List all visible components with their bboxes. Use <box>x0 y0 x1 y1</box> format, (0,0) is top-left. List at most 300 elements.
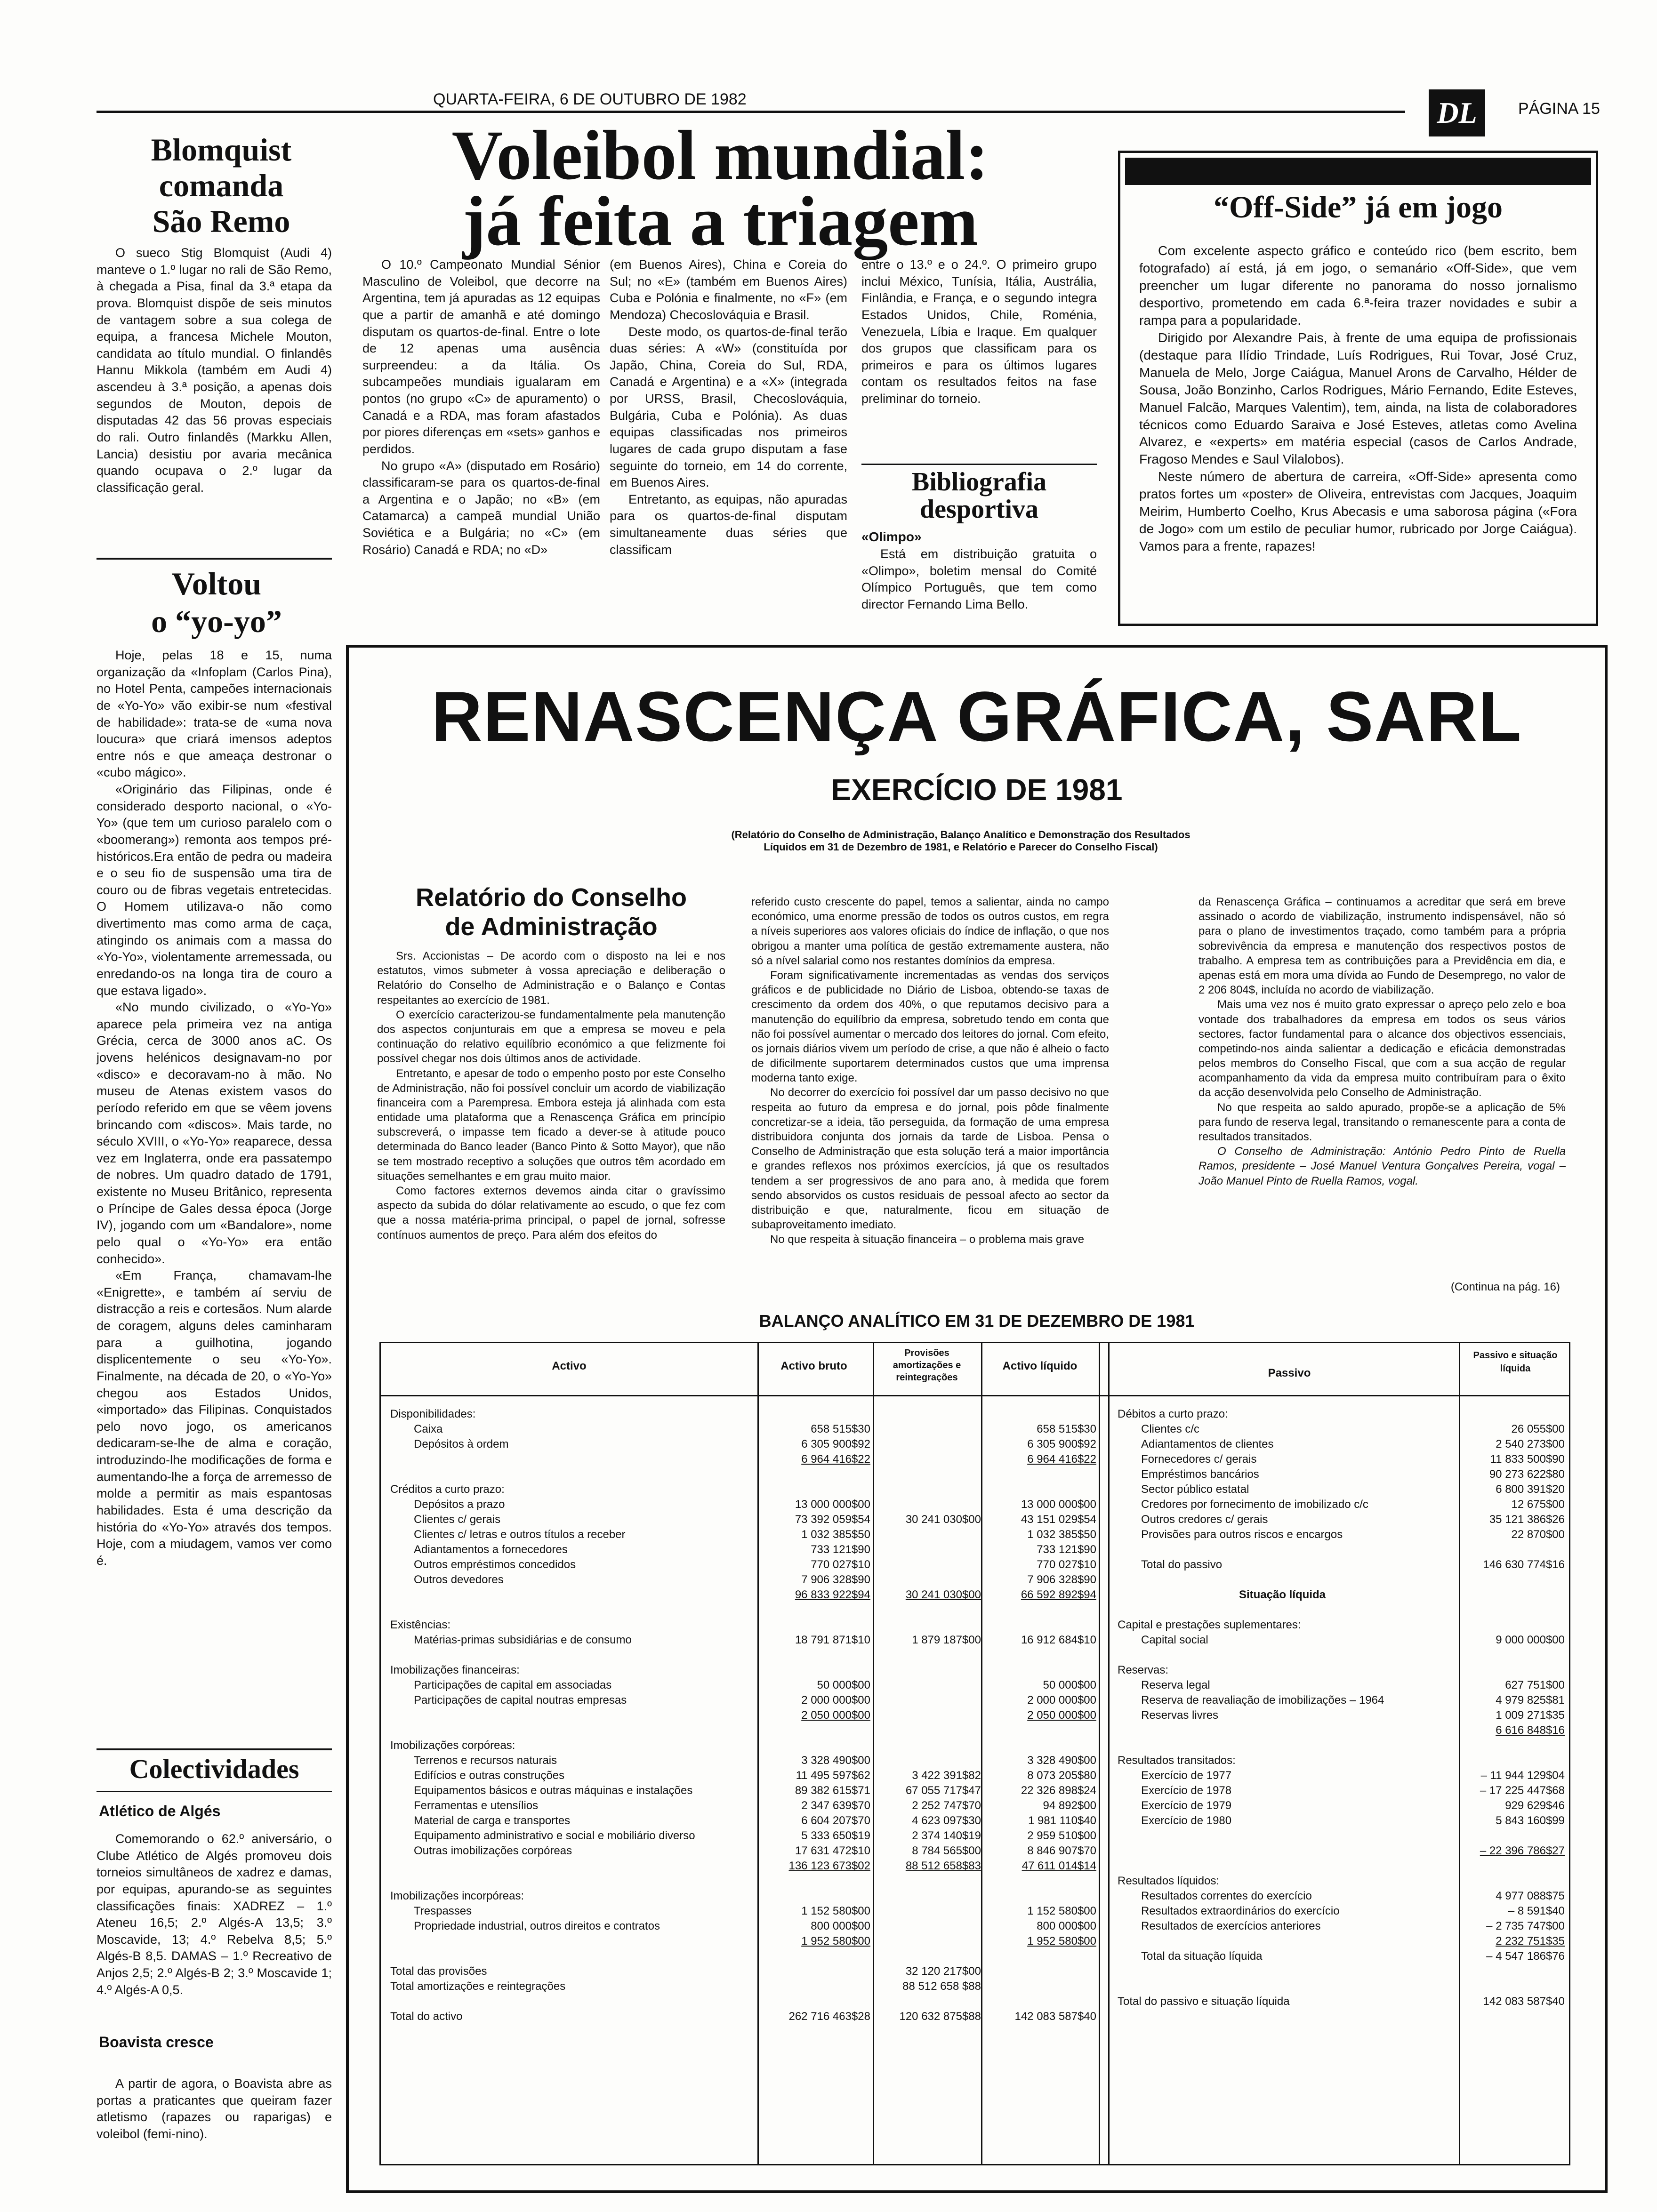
balance-row <box>1118 1542 1565 1557</box>
row-label: Total amortizações e reintegrações <box>390 1980 566 1993</box>
bruto-value: 6 305 900$92 <box>801 1438 870 1451</box>
balance-row <box>390 1889 1096 1904</box>
provisoes-value <box>870 1934 981 1949</box>
row-label <box>1118 1979 1447 1994</box>
header-rule <box>97 111 1405 113</box>
row-label <box>1118 1859 1447 1874</box>
balance-row <box>390 1497 1096 1512</box>
bruto-value <box>762 1949 870 1964</box>
balance-row <box>390 1859 1096 1874</box>
passivo-value <box>1447 1738 1565 1753</box>
balance-row <box>1118 1572 1565 1587</box>
passivo-value <box>1447 1572 1565 1587</box>
row-label: Clientes c/ gerais <box>414 1513 501 1526</box>
provisoes-value <box>870 1949 981 1964</box>
row-label: Material de carga e transportes <box>414 1814 571 1827</box>
subheading: «Olimpo» <box>861 529 922 544</box>
provisoes-value: 120 632 875$88 <box>899 2010 981 2023</box>
provisoes-value <box>870 1422 981 1437</box>
provisoes-value: 8 784 565$00 <box>912 1844 981 1857</box>
balance-row <box>390 1663 1096 1678</box>
bruto-value: 1 032 385$50 <box>801 1528 870 1541</box>
row-label <box>1118 1572 1447 1587</box>
row-label: Caixa <box>414 1423 443 1435</box>
passivo-value: 26 055$00 <box>1511 1423 1565 1435</box>
liquido-value <box>981 1618 1096 1633</box>
bruto-value <box>762 1964 870 1979</box>
bruto-value <box>762 1663 870 1678</box>
colectividades-title: Colectividades <box>129 1754 299 1784</box>
liquido-value <box>981 1949 1096 1964</box>
balance-row <box>390 1723 1096 1738</box>
bruto-value <box>762 1407 870 1422</box>
report-col-1: Srs. Accionistas – De acordo com o disposto na lei e nos estatutos, vimos submeter à vossa apreciação e deliberação o Relatório do Conselho de Administração e o Balanço e Contas respeitantes ao exercício de 1981. O exercício caracterizou-se fundamentalmente pela manutenção dos aspectos conjunturais em que a empresa se moveu e pela continuação do relativo equilíbrio económico a que felizmente foi possível chegar nos dois últimos anos de actividade. Entretanto, e apesar de todo o empenho posto por este Conselho de Administração, não foi possível concluir um acordo de viabilização financeira com a Parempresa. Embora esteja já alinhada com esta entidade uma plataforma que a Renascença Gráfica em princípio subscreverá, o impasse tem ficado a dever-se à atitude pouco determinada do Banco leader (Banco Pinto & Sotto Mayor), que não se tem mostrado receptivo a soluções que outros têm acordado em situações semelhantes e em grau muito maior. Como factores externos devemos ainda citar o gravíssimo aspecto da subida do dólar relativamente ao escudo, o que fez com que a nossa matéria-prima principal, o papel de jornal, sofresse contínuos aumentos de preço. Para além dos efeitos do <box>377 950 725 1242</box>
row-label <box>390 1949 762 1964</box>
balance-row <box>1118 1753 1565 1768</box>
balance-row <box>1118 1874 1565 1889</box>
balance-row <box>1118 1904 1565 1919</box>
row-label <box>390 1934 762 1949</box>
row-label: Capital e prestações suplementares: <box>1118 1619 1301 1631</box>
balance-row <box>390 1843 1096 1859</box>
balance-row <box>1118 1919 1565 1934</box>
liquido-value <box>981 1889 1096 1904</box>
row-label: Exercício de 1979 <box>1141 1799 1232 1812</box>
report-col-2: referido custo crescente do papel, temos a salientar, ainda no campo económico, uma enorme pressão de todos os outros custos, em regra a níveis superiores aos valores oficiais do índice de inflação, o que nos obrigou a manter uma política de gestão extremamente austera, não só a nível salarial como nos restantes domínios da empresa. Foram significativamente incrementadas as vendas dos serviços gráficos e de publicidade no Diário de Lisboa, obtendo-se taxas de crescimento da ordem dos 40%, o que reputamos decisivo para a manutenção do equilíbrio da empresa, sobretudo tendo em conta que não foi possível aumentar o mercado dos leitores do jornal. Com efeito, os jornais diários vivem um período de crise, a que não é alheio o facto de dificilmente suportarem determinados custos que uma imprensa moderna tanto exige. No decorrer do exercício foi possível dar um passo decisivo no que respeita ao futuro da empresa e do jornal, pois pôde finalmente concretizar-se a ideia, tão perseguida, da formação de uma empresa distribuidora conjunta dos jornais da tarde de Lisboa. Pensa o Conselho de Administração que esta solução terá a maior importância e grandes reflexos nos próximos exercícios, já que os resultados tendem a ser progressivos de ano para ano, à medida que forem sendo absorvidos os custos residuais de pessoal afecto ao sector da distribuição e que, naturalmente, ficou em situação de subaproveitamento imediato. No que respeita à situação financeira – o problema mais grave <box>751 896 1109 1246</box>
row-label <box>390 1587 762 1603</box>
balance-row <box>1118 1437 1565 1452</box>
balance-row <box>1118 1859 1565 1874</box>
row-label: Fornecedores c/ gerais <box>1141 1453 1257 1466</box>
continued-note: (Continua na pág. 16) <box>1450 1281 1560 1293</box>
report-title <box>377 883 725 941</box>
balance-row <box>390 1919 1096 1934</box>
headline-line: o “yo-yo” <box>151 603 282 639</box>
provisoes-value <box>870 1557 981 1572</box>
balance-row <box>1118 1964 1565 1979</box>
balance-row <box>390 1949 1096 1964</box>
row-label: Participações de capital em associadas <box>414 1679 612 1691</box>
table-rule <box>1099 1343 1100 2164</box>
bruto-value: 733 121$90 <box>811 1543 870 1556</box>
row-label: Resultados transitados: <box>1118 1754 1236 1767</box>
provisoes-value <box>870 1648 981 1663</box>
row-label: Adiantamentos a fornecedores <box>414 1543 568 1556</box>
liquido-value: 43 151 029$54 <box>1021 1513 1096 1526</box>
passivo-value <box>1447 1979 1565 1994</box>
passivo-value <box>1447 1964 1565 1979</box>
passivo-value: 5 843 160$99 <box>1496 1814 1565 1827</box>
row-label: Outros empréstimos concedidos <box>414 1558 576 1571</box>
bruto-value <box>762 1482 870 1497</box>
row-label <box>390 1603 762 1618</box>
row-label <box>390 1723 762 1738</box>
row-label <box>1118 1603 1447 1618</box>
row-label: Propriedade industrial, outros direitos e contratos <box>414 1920 660 1932</box>
passivo-value <box>1447 1859 1565 1874</box>
balance-row <box>390 1904 1096 1919</box>
bruto-value: 96 833 922$94 <box>795 1588 870 1601</box>
passivo-value: – 17 225 447$68 <box>1480 1784 1565 1797</box>
row-label: Trespasses <box>414 1905 472 1917</box>
row-label <box>390 1994 762 2009</box>
balance-header-row <box>381 1343 1569 1396</box>
balance-row <box>1118 1889 1565 1904</box>
row-label: Participações de capital noutras empresas <box>414 1694 627 1707</box>
balance-row <box>390 1828 1096 1843</box>
headline-line: já feita a triagem <box>462 182 978 260</box>
row-label <box>1118 1723 1447 1738</box>
provisoes-value: 2 374 140$19 <box>912 1829 981 1842</box>
passivo-value <box>1447 1603 1565 1618</box>
row-label <box>390 1874 762 1889</box>
balance-row <box>1118 1422 1565 1437</box>
provisoes-value <box>870 1904 981 1919</box>
passivo-value <box>1447 1407 1565 1422</box>
balance-row <box>1118 1768 1565 1783</box>
liquido-value: 770 027$10 <box>1037 1558 1096 1571</box>
balance-row <box>390 1693 1096 1708</box>
provisoes-value: 30 241 030$00 <box>905 1513 981 1526</box>
balance-row <box>1118 1452 1565 1467</box>
bruto-value: 50 000$00 <box>817 1679 870 1691</box>
balance-row <box>390 1587 1096 1603</box>
liquido-value <box>981 1467 1096 1482</box>
row-label: Imobilizações corpóreas: <box>390 1739 515 1752</box>
balance-row <box>1118 1587 1565 1603</box>
balance-row <box>1118 1648 1565 1663</box>
balance-row <box>1118 1512 1565 1527</box>
liquido-value: 1 952 580$00 <box>1027 1935 1096 1948</box>
liquido-value: 7 906 328$90 <box>1027 1573 1096 1586</box>
headline-line: Voleibol mundial: <box>451 116 989 194</box>
headline-line: Voltou <box>171 566 262 601</box>
yoyo-headline <box>99 565 334 640</box>
row-label: Total do activo <box>390 2010 463 2023</box>
liquido-value <box>981 1407 1096 1422</box>
passivo-value: 9 000 000$00 <box>1496 1634 1565 1646</box>
bruto-value: 1 952 580$00 <box>801 1935 870 1948</box>
row-label: Reservas livres <box>1141 1709 1219 1722</box>
liquido-value <box>981 1874 1096 1889</box>
header-activo: Activo <box>552 1360 587 1372</box>
headline-line: comanda <box>159 168 284 203</box>
row-label <box>1118 1738 1447 1753</box>
bruto-value: 89 382 615$71 <box>795 1784 870 1797</box>
row-label: Exercício de 1978 <box>1141 1784 1232 1797</box>
liquido-value: 47 611 014$14 <box>1022 1859 1096 1872</box>
passivo-value: 90 273 622$80 <box>1489 1468 1565 1481</box>
bruto-value: 2 347 639$70 <box>801 1799 870 1812</box>
balance-row <box>390 1422 1096 1437</box>
boavista-article: A partir de agora, o Boavista abre as portas a praticantes que queiram fazer atletismo (rapazes ou raparigas) e voleibol (femi-nino). <box>97 2076 332 2141</box>
liquido-value: 733 121$90 <box>1037 1543 1096 1556</box>
liquido-value <box>981 1482 1096 1497</box>
provisoes-value <box>870 1723 981 1738</box>
row-label: Outros credores c/ gerais <box>1141 1513 1268 1526</box>
liquido-value: 66 592 892$94 <box>1021 1588 1096 1601</box>
balance-row <box>1118 1603 1565 1618</box>
balance-row <box>390 1708 1096 1723</box>
balance-row <box>1118 1693 1565 1708</box>
row-label: Imobilizações incorpóreas: <box>390 1890 524 1902</box>
provisoes-value <box>870 1527 981 1542</box>
row-label: Total do passivo e situação líquida <box>1118 1995 1290 2008</box>
balance-row <box>390 1994 1096 2009</box>
balance-row <box>1118 1979 1565 1994</box>
row-label: Sector público estatal <box>1141 1483 1249 1496</box>
liquido-value: 50 000$00 <box>1043 1679 1096 1691</box>
liquido-value: 2 050 000$00 <box>1027 1709 1096 1722</box>
provisoes-value <box>870 1482 981 1497</box>
row-label <box>390 1859 762 1874</box>
passivo-value: – 2 735 747$00 <box>1486 1920 1565 1932</box>
liquido-value: 8 073 205$80 <box>1027 1769 1096 1782</box>
header-date: QUARTA-FEIRA, 6 DE OUTUBRO DE 1982 <box>433 90 747 108</box>
provisoes-value <box>870 1708 981 1723</box>
header-situacao: Passivo e situação líquida <box>1473 1350 1558 1374</box>
balance-row <box>390 1557 1096 1572</box>
row-label: Capital social <box>1141 1634 1208 1646</box>
passivo-value <box>1447 1874 1565 1889</box>
balance-row <box>390 1452 1096 1467</box>
bruto-value <box>762 1618 870 1633</box>
balance-row <box>390 1813 1096 1828</box>
provisoes-value: 88 512 658 $88 <box>902 1980 981 1993</box>
blomquist-article: O sueco Stig Blomquist (Audi 4) manteve o 1.º lugar no rali de São Remo, à chegada a Pisa, final da 3.ª etapa da prova. Blomquist dispõe de seis minutos de vantagem sobre a sua colega de equipa, a francesa Michele Mouton, candidata ao título mundial. O finlandês Hannu Mikkola (também em Audi 4) ascendeu à 3.ª posição, a apenas dois segundos de Mouton, depois de disputadas 42 das 56 provas especiais do rali. Outro finlandês (Markku Allen, Lancia) desistiu por avaria mecânica quando ocupava o 2.º lugar da classificação geral. <box>97 246 332 495</box>
row-label: Débitos a curto prazo: <box>1118 1408 1228 1420</box>
bruto-value <box>762 1738 870 1753</box>
balance-row <box>390 1678 1096 1693</box>
renascenca-ad-box <box>346 645 1608 2193</box>
bruto-value: 73 392 059$54 <box>795 1513 870 1526</box>
row-label: Resultados líquidos: <box>1118 1875 1220 1887</box>
balance-row <box>1118 1497 1565 1512</box>
row-label: Ferramentas e utensílios <box>414 1799 539 1812</box>
row-label: Credores por fornecimento de imobilizado c/c <box>1141 1498 1368 1511</box>
bruto-value: 658 515$30 <box>811 1423 870 1435</box>
liquido-value <box>981 1723 1096 1738</box>
provisoes-value <box>870 1994 981 2009</box>
passivo-value: – 11 944 129$04 <box>1480 1769 1565 1782</box>
row-label: Edifícios e outras construções <box>414 1769 565 1782</box>
row-label: Outras imobilizações corpóreas <box>414 1844 572 1857</box>
passivo-value <box>1447 1663 1565 1678</box>
provisoes-value: 2 252 747$70 <box>912 1799 981 1812</box>
liquido-value: 2 959 510$00 <box>1027 1829 1096 1842</box>
provisoes-value <box>870 1618 981 1633</box>
newspaper-logo: DL <box>1429 89 1485 136</box>
row-label: Créditos a curto prazo: <box>390 1483 505 1496</box>
bruto-value <box>762 1874 870 1889</box>
balance-row <box>1118 1813 1565 1828</box>
voleibol-col-2: (em Buenos Aires), China e Coreia do Sul; no «E» (também em Buenos Aires) Cuba e Polónia e finalmente, no «F» (em Mendoza) Checoslováquia e Brasil. Deste modo, os quartos-de-final terão duas séries: A «W» (constituída por Japão, China, Coreia do Sul, RDA, Canadá e Argentina) e a «X» (integrada por URSS, Brasil, Checoslováquia, Bulgária, Cuba e Polónia). As duas equipas classificadas nos primeiros lugares de cada grupo disputam a fase seguinte do torneio, em 14 do corrente, em Buenos Aires. Entretanto, as equipas, não apuradas para os quartos-de-final disputam simultaneamente duas séries que classificam <box>610 257 847 557</box>
balance-row <box>1118 1618 1565 1633</box>
row-label <box>390 1648 762 1663</box>
liquido-value: 94 892$00 <box>1043 1799 1096 1812</box>
balance-row <box>1118 1467 1565 1482</box>
headline-line: Blomquist <box>151 132 292 168</box>
header-passivo: Passivo <box>1268 1367 1311 1379</box>
bruto-value <box>762 1648 870 1663</box>
passivo-value: 12 675$00 <box>1511 1498 1565 1511</box>
row-label: Exercício de 1977 <box>1141 1769 1232 1782</box>
passivo-value: 35 121 386$26 <box>1489 1513 1565 1526</box>
passivo-value <box>1447 1828 1565 1843</box>
provisoes-value <box>870 1663 981 1678</box>
row-label: Provisões para outros riscos e encargos <box>1141 1528 1343 1541</box>
balance-activo-rows <box>390 1407 1096 2024</box>
liquido-value <box>981 1994 1096 2009</box>
balance-row <box>390 1527 1096 1542</box>
balance-row <box>1118 1708 1565 1723</box>
offside-banner <box>1125 158 1591 185</box>
balance-row <box>1118 1723 1565 1738</box>
divider <box>97 558 332 560</box>
provisoes-value <box>870 1603 981 1618</box>
row-label: Total do passivo <box>1141 1558 1223 1571</box>
passivo-value: 22 870$00 <box>1511 1528 1565 1541</box>
bruto-value: 13 000 000$00 <box>795 1498 870 1511</box>
offside-article: Com excelente aspecto gráfico e conteúdo rico (bem escrito, bem fotografado) aí está, já em jogo, o semanário «Off-Side», que vem preencher um lugar diferente no panorama do nosso jornalismo desportivo, prometendo em cada 6.ª-feira trazer novidades e subir a rampa para a popularidade. Dirigido por Alexandre Pais, à frente de uma equipa de profissionais (destaque para Ilídio Trindade, Luís Rodrigues, Rui Tovar, José Cruz, Manuela de Melo, Jorge Caiágua, Manuel Arons de Carvalho, Hélder de Sousa, João Bonzinho, Carlos Rodrigues, Mário Fernando, Edite Esteves, Manuel Falcão, Marques Valentim), tem, ainda, na lista de colaboradores técnicos como Eduardo Saraiva e José Esteves, atletas como Avelina Alvarez, e «experts» em matéria especial (casos de Carlos Andrade, Fragoso Mendes e Saul Vilalobos). Neste número de abertura de carreira, «Off-Side» apresenta como pratos fortes um «poster» de Oliveira, entrevistas com Jacques, Joaquim Meirim, Humberto Coelho, Krus Abecasis e uma saborosa página («Fora de Jogo» com um estilo de peculiar humor, rubricado por Jorge Caiágua). Vamos para a frente, rapazes! <box>1139 243 1577 554</box>
headline-line: desportiva <box>920 495 1038 524</box>
provisoes-value <box>870 1678 981 1693</box>
bruto-value: 7 906 328$90 <box>801 1573 870 1586</box>
liquido-value <box>981 1648 1096 1663</box>
blomquist-headline <box>104 132 339 239</box>
row-label: Empréstimos bancários <box>1141 1468 1259 1481</box>
provisoes-value <box>870 1542 981 1557</box>
bruto-value: 11 495 597$62 <box>796 1769 870 1782</box>
bruto-value <box>762 1979 870 1994</box>
table-rule <box>1108 1343 1110 2164</box>
row-label <box>390 1467 762 1482</box>
bruto-value: 1 152 580$00 <box>801 1905 870 1917</box>
row-label: Disponibilidades: <box>390 1408 476 1420</box>
liquido-value: 142 083 587$40 <box>1014 2010 1096 2023</box>
liquido-value: 3 328 490$00 <box>1027 1754 1096 1767</box>
bruto-value <box>762 1723 870 1738</box>
bruto-value: 5 333 650$19 <box>801 1829 870 1842</box>
passivo-value <box>1447 1542 1565 1557</box>
provisoes-value <box>870 1693 981 1708</box>
row-label: Terrenos e recursos naturais <box>414 1754 557 1767</box>
liquido-value: 2 000 000$00 <box>1027 1694 1096 1707</box>
exercise-title: EXERCÍCIO DE 1981 <box>831 773 1123 807</box>
liquido-value: 8 846 907$70 <box>1027 1844 1096 1857</box>
balance-row <box>390 1482 1096 1497</box>
balance-row <box>1118 1798 1565 1813</box>
passivo-value: 627 751$00 <box>1505 1679 1565 1691</box>
provisoes-value <box>870 1467 981 1482</box>
liquido-value <box>981 1979 1096 1994</box>
voleibol-col-3: entre o 13.º e o 24.º. O primeiro grupo inclui México, Tunísia, Itália, Austrália, Finlândia, e França, e o segundo integra Estados Unidos, Chile, Roménia, Venezuela, Líbia e Iraque. Em qualquer dos grupos que classificam para os primeiros e para os últimos lugares contam os resultados feitos na fase preliminar do torneio. <box>861 257 1097 406</box>
bruto-value: 6 964 416$22 <box>801 1453 870 1466</box>
liquido-value: 800 000$00 <box>1037 1920 1096 1932</box>
bruto-value <box>762 1603 870 1618</box>
row-label <box>1118 1828 1447 1843</box>
passivo-value: 142 083 587$40 <box>1483 1995 1565 2008</box>
passivo-value: 2 540 273$00 <box>1496 1438 1565 1451</box>
bruto-value: 262 716 463$28 <box>788 2010 870 2023</box>
liquido-value <box>981 1663 1096 1678</box>
row-label: Adiantamentos de clientes <box>1141 1438 1274 1451</box>
provisoes-value <box>870 1889 981 1904</box>
balance-row <box>1118 1994 1565 2009</box>
headline-line: de Administração <box>445 913 658 941</box>
balance-row <box>390 1467 1096 1482</box>
passivo-value <box>1447 1753 1565 1768</box>
provisoes-value <box>870 1497 981 1512</box>
balance-row <box>1118 1843 1565 1859</box>
balance-title: BALANÇO ANALÍTICO EM 31 DE DEZEMBRO DE 1981 <box>759 1311 1195 1330</box>
bruto-value: 6 604 207$70 <box>801 1814 870 1827</box>
passivo-value: 11 833 500$90 <box>1490 1453 1565 1466</box>
bibliografia-article: Está em distribuição gratuita o «Olimpo», boletim mensal do Comité Olímpico Português, que tem como director Fernando Lima Bello. <box>861 547 1097 611</box>
voleibol-col-1: O 10.º Campeonato Mundial Sénior Masculino de Voleibol, que decorre na Argentina, tem já apuradas as 12 equipas que a partir de amanhã e até domingo disputam os quartos-de-final. Entre o lote de 12 apenas uma ausência surpreendeu: a da Itália. Os subcampeões mundiais igualaram em pontos (no grupo «C» de apuramento) o Canadá e a RDA, mas foram afastados por piores diferenças em «sets» ganhos e perdidos. No grupo «A» (disputado em Rosário) classificaram-se para os quartos-de-final a Argentina e o Japão; no «B» (em Catamarca) a campeã mundial União Soviética e a Bulgária; no «C» (em Rosário) Canadá e RDA; no «D» <box>362 257 600 557</box>
balance-row <box>1118 1949 1565 1964</box>
passivo-value: 146 630 774$16 <box>1483 1558 1565 1571</box>
balance-row <box>390 1783 1096 1798</box>
balance-row <box>390 1407 1096 1422</box>
divider <box>97 1791 332 1792</box>
row-label <box>390 1452 762 1467</box>
row-label: Clientes c/ letras e outros títulos a receber <box>414 1528 626 1541</box>
header-bruto: Activo bruto <box>780 1360 847 1372</box>
offside-box <box>1118 151 1598 626</box>
passivo-value: – 22 396 786$27 <box>1480 1844 1565 1857</box>
provisoes-value <box>870 1407 981 1422</box>
row-label <box>1118 1542 1447 1557</box>
provisoes-value: 88 512 658$83 <box>905 1859 981 1872</box>
liquido-value <box>981 1738 1096 1753</box>
row-label: Total das provisões <box>390 1965 487 1978</box>
provisoes-value: 32 120 217$00 <box>905 1965 981 1978</box>
bruto-value <box>762 1467 870 1482</box>
balance-row <box>1118 1407 1565 1422</box>
provisoes-value: 30 241 030$00 <box>905 1588 981 1601</box>
liquido-value <box>981 1603 1096 1618</box>
row-label: Reserva de reavaliação de imobilizações – 1964 <box>1141 1694 1384 1707</box>
balance-row <box>390 1572 1096 1587</box>
row-label: Imobilizações financeiras: <box>390 1664 520 1676</box>
header-provisoes: Provisões amortizações e reintegrações <box>893 1348 961 1383</box>
passivo-value: 2 232 751$35 <box>1496 1935 1565 1948</box>
balance-table <box>379 1342 1570 2165</box>
liquido-value: 658 515$30 <box>1037 1423 1096 1435</box>
row-label <box>1118 1843 1447 1859</box>
bruto-value: 2 000 000$00 <box>801 1694 870 1707</box>
offside-headline: “Off-Side” já em jogo <box>1213 190 1503 224</box>
passivo-value: – 8 591$40 <box>1508 1905 1565 1917</box>
balance-row <box>390 1979 1096 1994</box>
liquido-value: 1 152 580$00 <box>1027 1905 1096 1917</box>
provisoes-value: 1 879 187$00 <box>912 1634 981 1646</box>
liquido-value: 6 305 900$92 <box>1027 1438 1096 1451</box>
headline-line: São Remo <box>152 203 290 239</box>
balance-row <box>1118 1678 1565 1693</box>
provisoes-value <box>870 1738 981 1753</box>
provisoes-value <box>870 1437 981 1452</box>
bruto-value: 2 050 000$00 <box>801 1709 870 1722</box>
divider <box>97 1748 332 1750</box>
bruto-value <box>762 1889 870 1904</box>
passivo-value: 6 800 391$20 <box>1496 1483 1565 1496</box>
liquido-value: 13 000 000$00 <box>1021 1498 1096 1511</box>
bruto-value <box>762 1994 870 2009</box>
subheading: Boavista cresce <box>99 2034 214 2051</box>
balance-row <box>390 2009 1096 2024</box>
